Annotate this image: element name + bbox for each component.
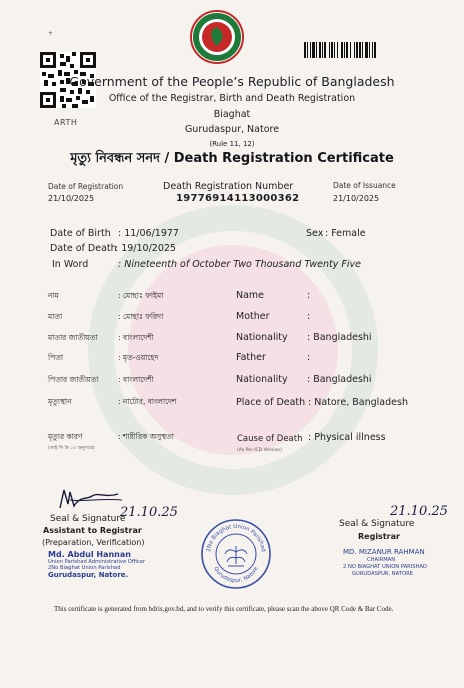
bn-father-value: : মৃত-ওয়াহেদ — [118, 353, 159, 362]
certificate-title-en: Death Registration Certificate — [169, 151, 394, 166]
bn-father-nationality-label: পিতার জাতীয়তা — [48, 375, 99, 384]
seal-bottom-text: Gurudaspur, Natore — [212, 565, 260, 585]
registrar-stamp-line3: GURUDASPUR, NATORE. — [352, 571, 415, 577]
watermark-emblem — [128, 245, 338, 455]
date-of-issuance-value: 21/10/2025 — [333, 194, 380, 203]
date-of-issuance-label: Date of Issuance — [333, 181, 396, 190]
assistant-signature-date: 21.10.25 — [120, 505, 178, 520]
office-title: Office of the Registrar, Birth and Death Registration — [108, 93, 356, 104]
bn-icd-note: (আই সি ডি ১০ অনুসারে) — [48, 446, 95, 451]
date-of-death-label: Date of Death — [50, 243, 117, 254]
registrar-signature-date: 21.10.25 — [390, 504, 448, 519]
assistant-signature — [56, 486, 126, 512]
date-of-birth-label: Date of Birth — [50, 228, 111, 239]
assistant-stamp-line1: Union Parishad Administrative Officer — [48, 559, 146, 565]
union-name: Biaghat — [213, 109, 251, 120]
assistant-stamp-name: Md. Abdul Hannan — [48, 550, 131, 559]
svg-text:Gurudaspur, Natore — [212, 565, 260, 584]
date-of-birth-value: : 11/06/1977 — [118, 228, 179, 239]
government-title: Government of the People’s Republic of Bangladesh — [69, 74, 395, 89]
registrar-stamp-line2: 2 NO BIAGHAT UNION PARISHAD — [343, 564, 428, 570]
cause-of-death-label: Cause of Death — [237, 434, 303, 444]
bn-mother-value: : মোছাঃ ফরিদা — [118, 312, 164, 321]
government-seal-icon — [190, 10, 244, 64]
registration-number-label: Death Registration Number — [163, 181, 294, 192]
in-word-value: : Nineteenth of October Two Thousand Twenty Five — [118, 259, 361, 270]
registrar-stamp-line1: CHAIRMAN — [367, 557, 396, 563]
father-value: : — [307, 352, 311, 363]
date-of-registration-label: Date of Registration — [48, 182, 124, 191]
sex-value: : Female — [325, 228, 366, 239]
assistant-seal-label: Seal & Signature — [50, 514, 126, 524]
certificate-title — [0, 149, 464, 170]
bn-mother-nationality-value: : বাংলাদেশী — [118, 333, 154, 342]
registrar-seal-label: Seal & Signature — [339, 519, 415, 529]
assistant-stamp-line3: Gurudaspur, Natore. — [48, 571, 129, 579]
location-name: Gurudaspur, Natore — [184, 124, 280, 135]
mother-value: : — [307, 311, 311, 322]
bn-name-value: : মোছাঃ ফাইমা — [118, 291, 164, 300]
date-of-registration-value: 21/10/2025 — [48, 194, 95, 203]
assistant-role-sub: (Preparation, Verification) — [42, 538, 145, 547]
corner-mark: + — [48, 30, 54, 37]
union-parishad-seal — [200, 518, 272, 590]
bn-cause-of-death-value: : শারীরিক অসুস্থতা — [118, 432, 174, 441]
name-label: Name — [236, 290, 265, 301]
place-of-death-value: : Natore, Bangladesh — [308, 397, 408, 408]
father-nationality-value: : Bangladeshi — [307, 374, 372, 385]
bn-mother-nationality-label: মাতার জাতীয়তা — [48, 333, 98, 342]
bn-cause-of-death-label: মৃত্যুর কারণ — [48, 432, 83, 441]
in-word-label: In Word — [52, 259, 89, 270]
bn-mother-label: মাতা — [48, 312, 63, 321]
icd-note: (As Per ICD Version) — [237, 448, 282, 453]
sex-label: Sex — [306, 228, 324, 239]
seal-top-text: 2No Biaghat Union Parishad — [206, 523, 266, 553]
date-of-death-value: : 19/10/2025 — [115, 243, 176, 254]
cause-of-death-value: : Physical illness — [308, 432, 386, 443]
assistant-stamp-line2: 2No Biaghat Union Parishad — [48, 565, 121, 571]
place-of-death-label: Place of Death — [236, 397, 306, 408]
registrar-role: Registrar — [358, 532, 400, 541]
barcode — [304, 42, 412, 58]
mother-nationality-value: : Bangladeshi — [307, 332, 372, 343]
arth-label: ARTH — [54, 118, 78, 127]
bn-place-of-death-value: : নাটোর, বাংলাদেশ — [118, 397, 177, 406]
certificate-title-bn: মৃত্যু নিবন্ধন সনদ / — [70, 151, 170, 166]
rule-ref: (Rule 11, 12) — [209, 140, 255, 148]
father-nationality-label: Nationality — [236, 374, 288, 385]
mother-label: Mother — [236, 311, 270, 322]
verification-note: This certificate is generated from bdris.gov.bd, and to verify this certificate, please scan the above QR Code & Bar Code. — [54, 605, 394, 613]
father-label: Father — [236, 352, 266, 363]
assistant-role: Assistant to Registrar — [43, 526, 142, 535]
bn-name-label: নাম — [48, 291, 59, 300]
mother-nationality-label: Nationality — [236, 332, 288, 343]
name-value: : — [307, 290, 311, 301]
registration-number-value: 19776914113000362 — [176, 193, 300, 204]
bn-father-nationality-value: : বাংলাদেশী — [118, 375, 154, 384]
registrar-stamp-name: MD. MIZANUR RAHMAN — [343, 548, 425, 556]
bn-father-label: পিতা — [48, 353, 64, 362]
bn-place-of-death-label: মৃত্যুস্থান — [48, 397, 72, 406]
